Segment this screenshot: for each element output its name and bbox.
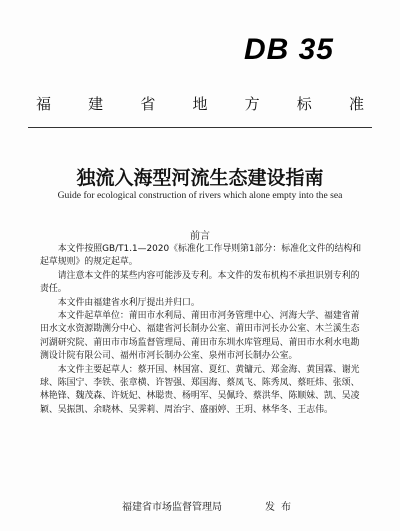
- standard-type-char: 福: [36, 95, 52, 113]
- foreword-body: [40, 243, 363, 417]
- document-title-english: Guide for ecological construction of rivers which alone empty into the sea: [57, 190, 343, 201]
- standard-type-char: 地: [192, 95, 208, 113]
- foreword-paragraph: 本文件起草单位：莆田市水利局、莆田市河务管理中心、河海大学、福建省莆田水文水资源勘测分中心、福建省河长制办公室、莆田市河长办公室、木兰溪生态河湖研究院、莆田市市场监督管理局、莆田市东圳水库管理局、莆田市水利水电勘测设计院有限公司、福州市河长制办公室、泉州市河长制办公室。: [40, 311, 360, 362]
- publisher-name: 福建省市场监督管理局: [122, 502, 222, 513]
- publish-label: 发布: [265, 502, 297, 513]
- standard-type-char: 方: [244, 95, 260, 113]
- foreword-heading: 前言: [190, 231, 210, 242]
- standard-type-heading: [36, 93, 364, 114]
- standard-type-char: 准: [348, 95, 364, 113]
- header-divider: [28, 127, 372, 128]
- foreword-paragraph: 本文件按照GB/T1.1—2020《标准化工作导则第1部分：标准化文件的结构和起草规则》的规定起草。: [40, 244, 362, 268]
- foreword-paragraph: 请注意本文件的某些内容可能涉及专利。本文件的发布机构不承担识别专利的责任。: [40, 270, 360, 295]
- standard-type-char: 建: [88, 95, 104, 113]
- standard-type-char: 省: [140, 95, 156, 113]
- standard-type-char: 标: [296, 95, 312, 113]
- document-title: 独流入海型河流生态建设指南: [76, 167, 324, 189]
- standard-code: DB 35: [243, 33, 334, 66]
- foreword-paragraph: 本文件主要起草人：蔡开国、林国富、夏红、黄镛元、郑金海、黄国霖、谢光球、陈国宁、李铁、张章横、许智强、郑国海、蔡凤飞、陈秀凤、蔡旺炜、张颂、林艳锋、魏茂森、许妩妃、林聪贵、杨明军、吴佩玲、蔡洪华、陈顺妹、凯、吴凌颖、吴振凯、余晓林、吴霁莉、周治宇、盛丽婷、王玥、林华冬、王志伟。: [40, 364, 360, 415]
- foreword-paragraph: 本文件由福建省水利厅提出并归口。: [57, 297, 200, 308]
